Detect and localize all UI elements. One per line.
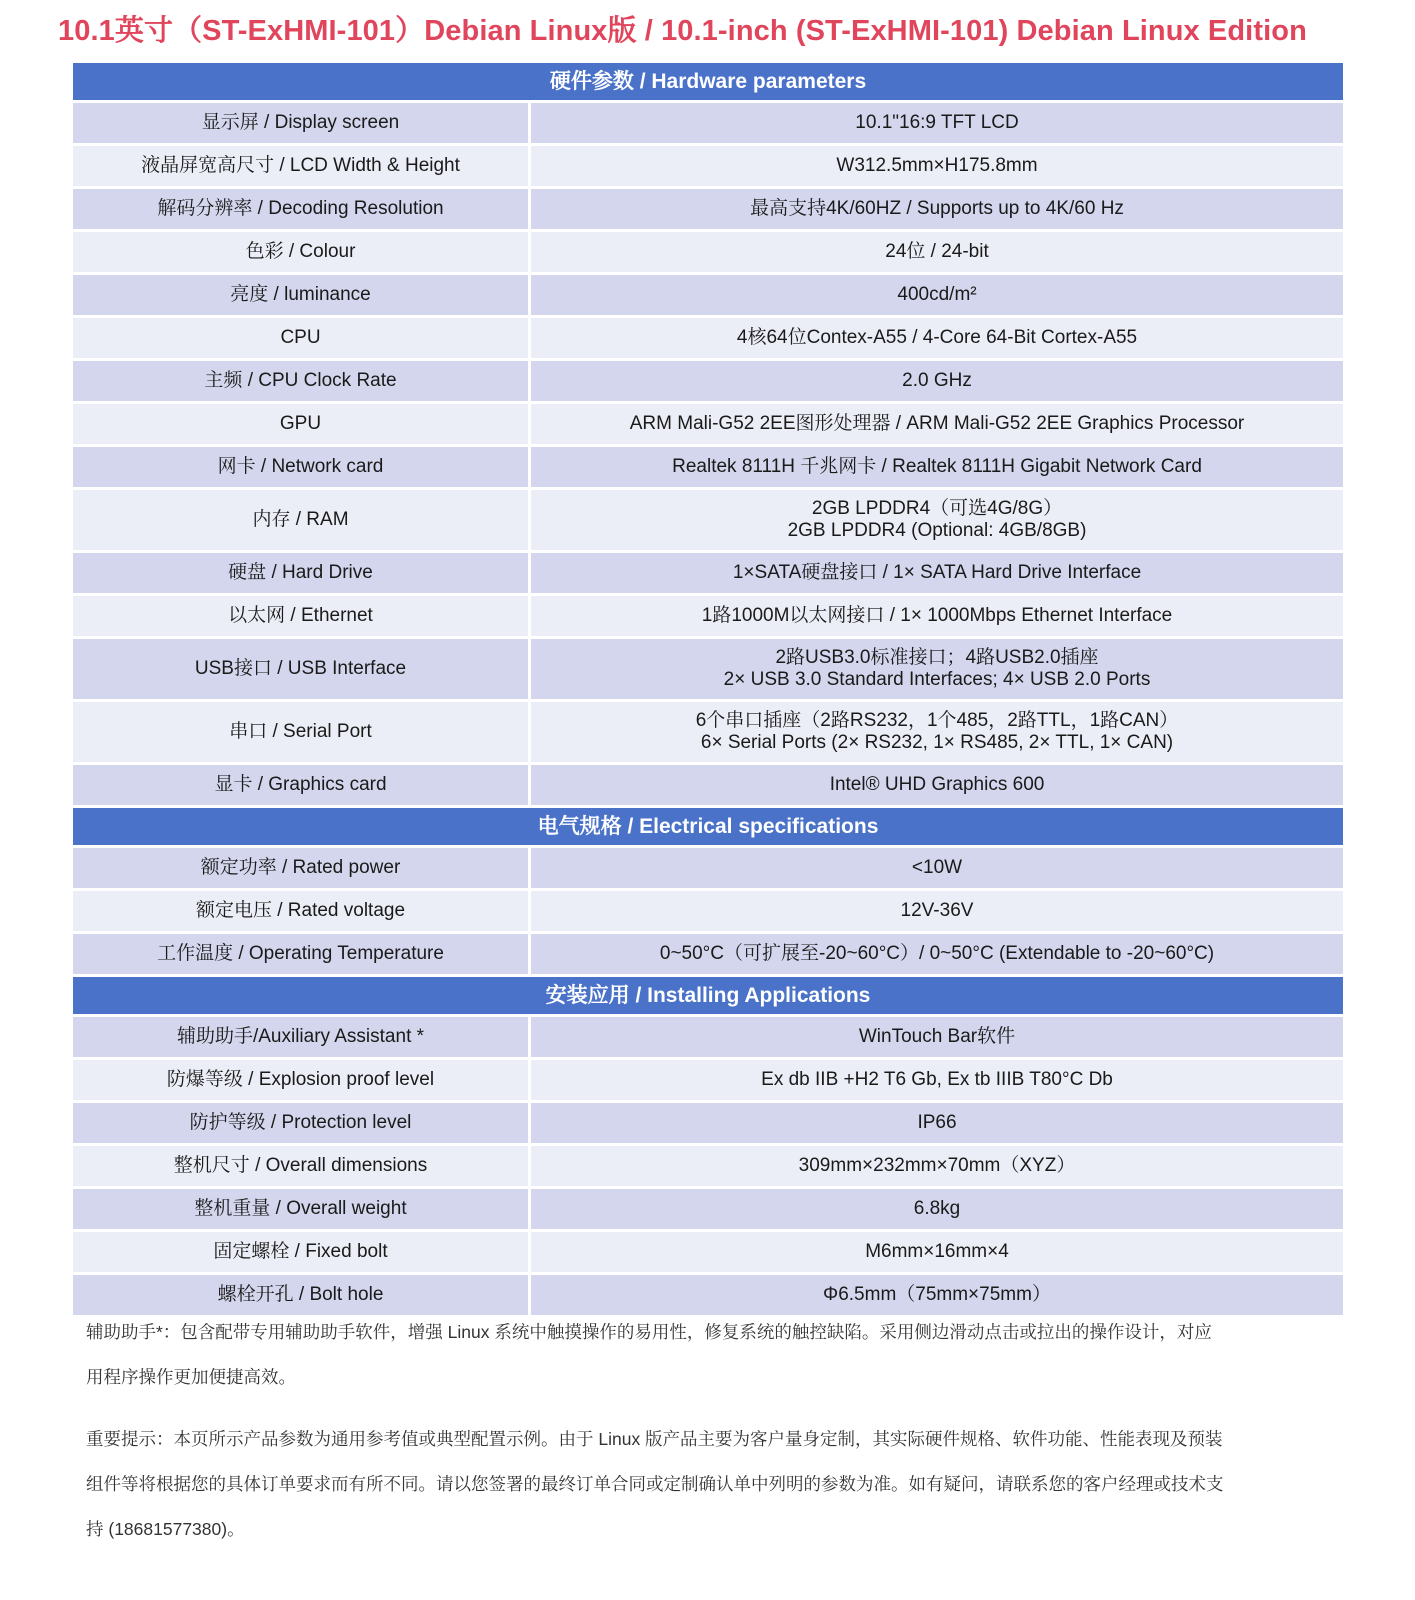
important-note-line: 持 (18681577380)。	[86, 1519, 245, 1539]
value-line-cn: 2GB LPDDR4（可选4G/8G）	[811, 498, 1063, 519]
param-label: 显卡 / Graphics card	[73, 765, 531, 808]
assistant-note-line: 辅助助手*：包含配带专用辅助助手软件，增强 Linux 系统中触摸操作的易用性，修复系统的触控缺陷。采用侧边滑动点击或拉出的操作设计，对应	[86, 1322, 1212, 1342]
table-row	[73, 1189, 1343, 1232]
param-value: 1×SATA硬盘接口 / 1× SATA Hard Drive Interface	[531, 553, 1343, 596]
section-title: 安装应用 / Installing Applications	[73, 977, 1343, 1017]
table-row	[73, 765, 1343, 808]
table-row	[73, 232, 1343, 275]
table-row	[73, 1103, 1343, 1146]
table-row	[73, 146, 1343, 189]
table-row	[73, 639, 1343, 702]
param-value: M6mm×16mm×4	[531, 1232, 1343, 1275]
notes	[86, 1310, 1326, 1552]
table-row	[73, 1017, 1343, 1060]
param-value: WinTouch Bar软件	[531, 1017, 1343, 1060]
param-label: 固定螺栓 / Fixed bolt	[73, 1232, 531, 1275]
param-label: 额定电压 / Rated voltage	[73, 891, 531, 934]
param-label: 显示屏 / Display screen	[73, 103, 531, 146]
param-value: 10.1"16:9 TFT LCD	[531, 103, 1343, 146]
param-label: 防护等级 / Protection level	[73, 1103, 531, 1146]
value-line-cn: 6个串口插座（2路RS232，1个485，2路TTL，1路CAN）	[695, 710, 1179, 731]
value-line-en: 6× Serial Ports (2× RS232, 1× RS485, 2× TTL, 1× CAN)	[700, 732, 1174, 753]
param-value: ARM Mali-G52 2EE图形处理器 / ARM Mali-G52 2EE Graphics Processor	[531, 404, 1343, 447]
param-label: 额定功率 / Rated power	[73, 848, 531, 891]
param-value: 最高支持4K/60HZ / Supports up to 4K/60 Hz	[531, 189, 1343, 232]
table-row	[73, 361, 1343, 404]
section-header-installing	[73, 977, 1343, 1017]
param-value	[531, 639, 1343, 702]
value-line-en: 2× USB 3.0 Standard Interfaces; 4× USB 2.0 Ports	[723, 669, 1151, 690]
table-row	[73, 1146, 1343, 1189]
param-label: GPU	[73, 404, 531, 447]
param-value: W312.5mm×H175.8mm	[531, 146, 1343, 189]
important-note-line: 重要提示：本页所示产品参数为通用参考值或典型配置示例。由于 Linux 版产品主要为客户量身定制，其实际硬件规格、软件功能、性能表现及预装	[86, 1429, 1223, 1449]
param-label: 网卡 / Network card	[73, 447, 531, 490]
param-label: 硬盘 / Hard Drive	[73, 553, 531, 596]
param-label: 工作温度 / Operating Temperature	[73, 934, 531, 977]
param-label: 内存 / RAM	[73, 490, 531, 553]
param-label: 辅助助手/Auxiliary Assistant *	[73, 1017, 531, 1060]
table-row	[73, 404, 1343, 447]
section-header-hardware	[73, 63, 1343, 103]
value-line-cn: 2路USB3.0标准接口；4路USB2.0插座	[775, 647, 1099, 668]
table-row	[73, 934, 1343, 977]
section-title: 电气规格 / Electrical specifications	[73, 808, 1343, 848]
param-label: 液晶屏宽高尺寸 / LCD Width & Height	[73, 146, 531, 189]
param-label: 主频 / CPU Clock Rate	[73, 361, 531, 404]
value-line-en: 2GB LPDDR4 (Optional: 4GB/8GB)	[787, 520, 1087, 541]
table-row	[73, 490, 1343, 553]
param-value: 400cd/m²	[531, 275, 1343, 318]
param-label: 解码分辨率 / Decoding Resolution	[73, 189, 531, 232]
table-row	[73, 596, 1343, 639]
param-label: 色彩 / Colour	[73, 232, 531, 275]
param-label: 亮度 / luminance	[73, 275, 531, 318]
table-row	[73, 318, 1343, 361]
table-row	[73, 103, 1343, 146]
important-note-line: 组件等将根据您的具体订单要求而有所不同。请以您签署的最终订单合同或定制确认单中列明的参数为准。如有疑问，请联系您的客户经理或技术支	[86, 1474, 1224, 1494]
param-label: USB接口 / USB Interface	[73, 639, 531, 702]
section-header-electrical	[73, 808, 1343, 848]
param-value: Ex db IIB +H2 T6 Gb, Ex tb IIIB T80°C Db	[531, 1060, 1343, 1103]
param-label: 串口 / Serial Port	[73, 702, 531, 765]
table-row	[73, 275, 1343, 318]
table-row	[73, 891, 1343, 934]
param-value: 12V-36V	[531, 891, 1343, 934]
param-label: 以太网 / Ethernet	[73, 596, 531, 639]
param-value: 2.0 GHz	[531, 361, 1343, 404]
param-label: 整机重量 / Overall weight	[73, 1189, 531, 1232]
param-value: 1路1000M以太网接口 / 1× 1000Mbps Ethernet Interface	[531, 596, 1343, 639]
param-label: 螺栓开孔 / Bolt hole	[73, 1275, 531, 1318]
table-row	[73, 447, 1343, 490]
param-value: 309mm×232mm×70mm（XYZ）	[531, 1146, 1343, 1189]
spec-table	[73, 63, 1343, 1318]
param-label: CPU	[73, 318, 531, 361]
param-value: Intel® UHD Graphics 600	[531, 765, 1343, 808]
param-value	[531, 490, 1343, 553]
param-label: 整机尺寸 / Overall dimensions	[73, 1146, 531, 1189]
param-value: 0~50°C（可扩展至-20~60°C）/ 0~50°C (Extendable to -20~60°C)	[531, 934, 1343, 977]
section-title: 硬件参数 / Hardware parameters	[73, 63, 1343, 103]
assistant-note-line: 用程序操作更加便捷高效。	[86, 1367, 296, 1387]
param-value: 24位 / 24-bit	[531, 232, 1343, 275]
param-value: IP66	[531, 1103, 1343, 1146]
table-row	[73, 702, 1343, 765]
param-value: Realtek 8111H 千兆网卡 / Realtek 8111H Gigabit Network Card	[531, 447, 1343, 490]
param-value	[531, 702, 1343, 765]
param-value: <10W	[531, 848, 1343, 891]
table-row	[73, 1060, 1343, 1103]
page-title: 10.1英寸（ST-ExHMI-101）Debian Linux版 / 10.1-inch (ST-ExHMI-101) Debian Linux Edition	[58, 15, 1307, 47]
param-value: 4核64位Contex-A55 / 4-Core 64-Bit Cortex-A55	[531, 318, 1343, 361]
table-row	[73, 189, 1343, 232]
table-row	[73, 1232, 1343, 1275]
table-row	[73, 553, 1343, 596]
param-value: 6.8kg	[531, 1189, 1343, 1232]
param-label: 防爆等级 / Explosion proof level	[73, 1060, 531, 1103]
table-row	[73, 848, 1343, 891]
param-value: Φ6.5mm（75mm×75mm）	[531, 1275, 1343, 1318]
